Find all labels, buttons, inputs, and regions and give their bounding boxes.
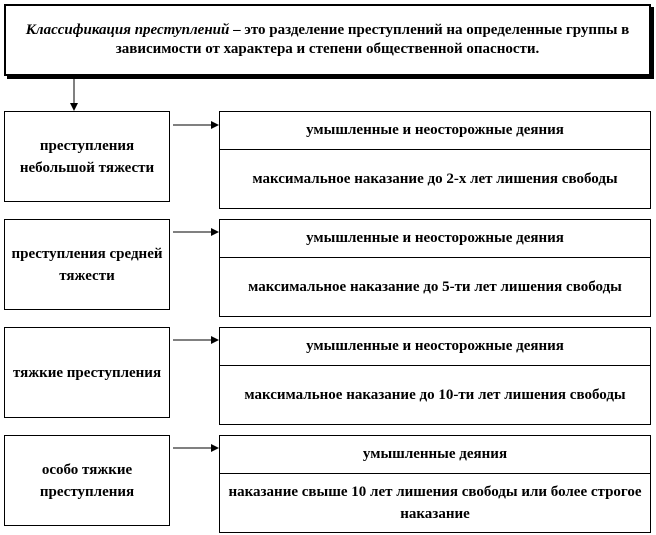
category-label-4: особо тяжкие преступления xyxy=(39,461,135,500)
category-box-1 xyxy=(4,111,170,202)
category-label-2: преступления средней тяжести xyxy=(11,245,163,284)
details-box-2 xyxy=(219,219,651,317)
category-box-4 xyxy=(4,435,170,526)
act-type-3: умышленные и неосторожные деяния xyxy=(220,328,650,366)
details-box-4 xyxy=(219,435,651,533)
category-box-2 xyxy=(4,219,170,310)
definition-term: Классификация преступлений xyxy=(25,22,230,38)
category-box-3 xyxy=(4,327,170,418)
category-label-1: преступления небольшой тяжести xyxy=(19,137,155,176)
category-label-3: тяжкие преступления xyxy=(12,364,162,381)
penalty-2: максимальное наказание до 5-ти лет лишения свободы xyxy=(248,279,622,295)
act-type-1: умышленные и неосторожные деяния xyxy=(220,112,650,150)
details-box-1 xyxy=(219,111,651,209)
penalty-1: максимальное наказание до 2-х лет лишения свободы xyxy=(252,171,618,187)
penalty-4: наказание свыше 10 лет лишения свободы или более строгое наказание xyxy=(228,484,642,522)
details-box-3 xyxy=(219,327,651,425)
penalty-3: максимальное наказание до 10-ти лет лишения свободы xyxy=(244,387,626,403)
act-type-4: умышленные деяния xyxy=(220,436,650,474)
act-type-2: умышленные и неосторожные деяния xyxy=(220,220,650,258)
definition-rest: – это разделение преступлений на определенные группы в зависимости от характера и степени общественной опасности. xyxy=(115,22,630,57)
